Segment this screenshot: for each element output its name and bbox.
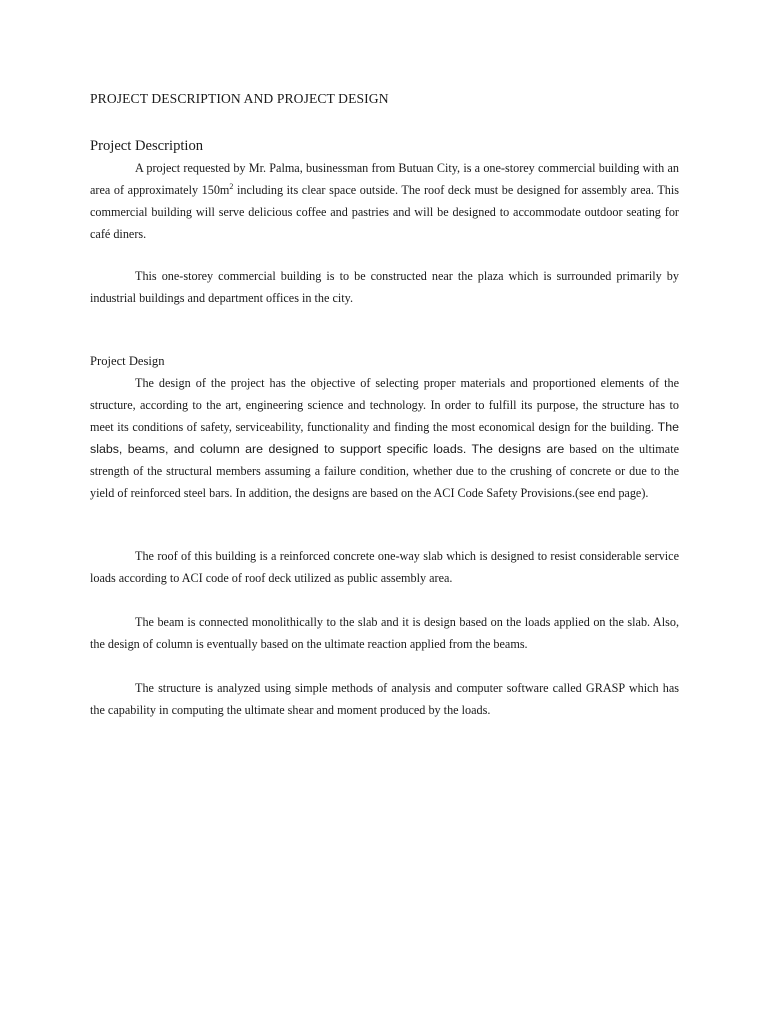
design-paragraph-1-text-b: based on the ultimate strength of the structural members assuming a failure condition, whether due to the crushing of concrete or due to the yield of reinforced steel bars. In addition, the designs are based on the ACI Code Safety Provisions.(see end page). bbox=[90, 441, 679, 500]
design-paragraph-4: The structure is analyzed using simple methods of analysis and computer software called GRASP which has the capability in computing the ultimate shear and moment produced by the loads. bbox=[90, 681, 679, 717]
document-title: PROJECT DESCRIPTION AND PROJECT DESIGN bbox=[90, 91, 389, 106]
superscript-2: 2 bbox=[229, 181, 234, 191]
design-paragraph-1-text-a: The design of the project has the objective of selecting proper materials and proportioned elements of the structure, according to the art, engineering science and technology. In order to fulfill its purpose, the structure has to meet its conditions of safety, serviceability, functionality and finding the most economical design for the building. bbox=[90, 376, 679, 434]
design-paragraph-1-sans-run: The slabs, beams, and column are designed to support specific loads. The designs are bbox=[90, 419, 680, 456]
description-paragraph-1-text-a: A project requested by Mr. Palma, businessman from Butuan City, is a one-storey commercial building with an area of approximately 150m bbox=[90, 161, 679, 197]
project-description-heading: Project Description bbox=[90, 138, 204, 154]
description-paragraph-2: This one-storey commercial building is to be constructed near the plaza which is surrounded primarily by industrial buildings and department offices in the city. bbox=[90, 269, 679, 305]
project-design-heading: Project Design bbox=[90, 354, 165, 368]
design-paragraph-1 bbox=[90, 373, 679, 504]
design-paragraph-3: The beam is connected monolithically to the slab and it is design based on the loads applied on the slab. Also, the design of column is eventually based on the ultimate reaction applied from the beams. bbox=[90, 615, 679, 651]
description-paragraph-1-text-b: including its clear space outside. The roof deck must be designed for assembly area. This commercial building will serve delicious coffee and pastries and will be designed to accommodate outdoor seating for café diners. bbox=[90, 183, 679, 241]
description-paragraph-1 bbox=[90, 157, 679, 245]
design-paragraph-2: The roof of this building is a reinforced concrete one-way slab which is designed to resist considerable service loads according to ACI code of roof deck utilized as public assembly area. bbox=[90, 549, 679, 585]
